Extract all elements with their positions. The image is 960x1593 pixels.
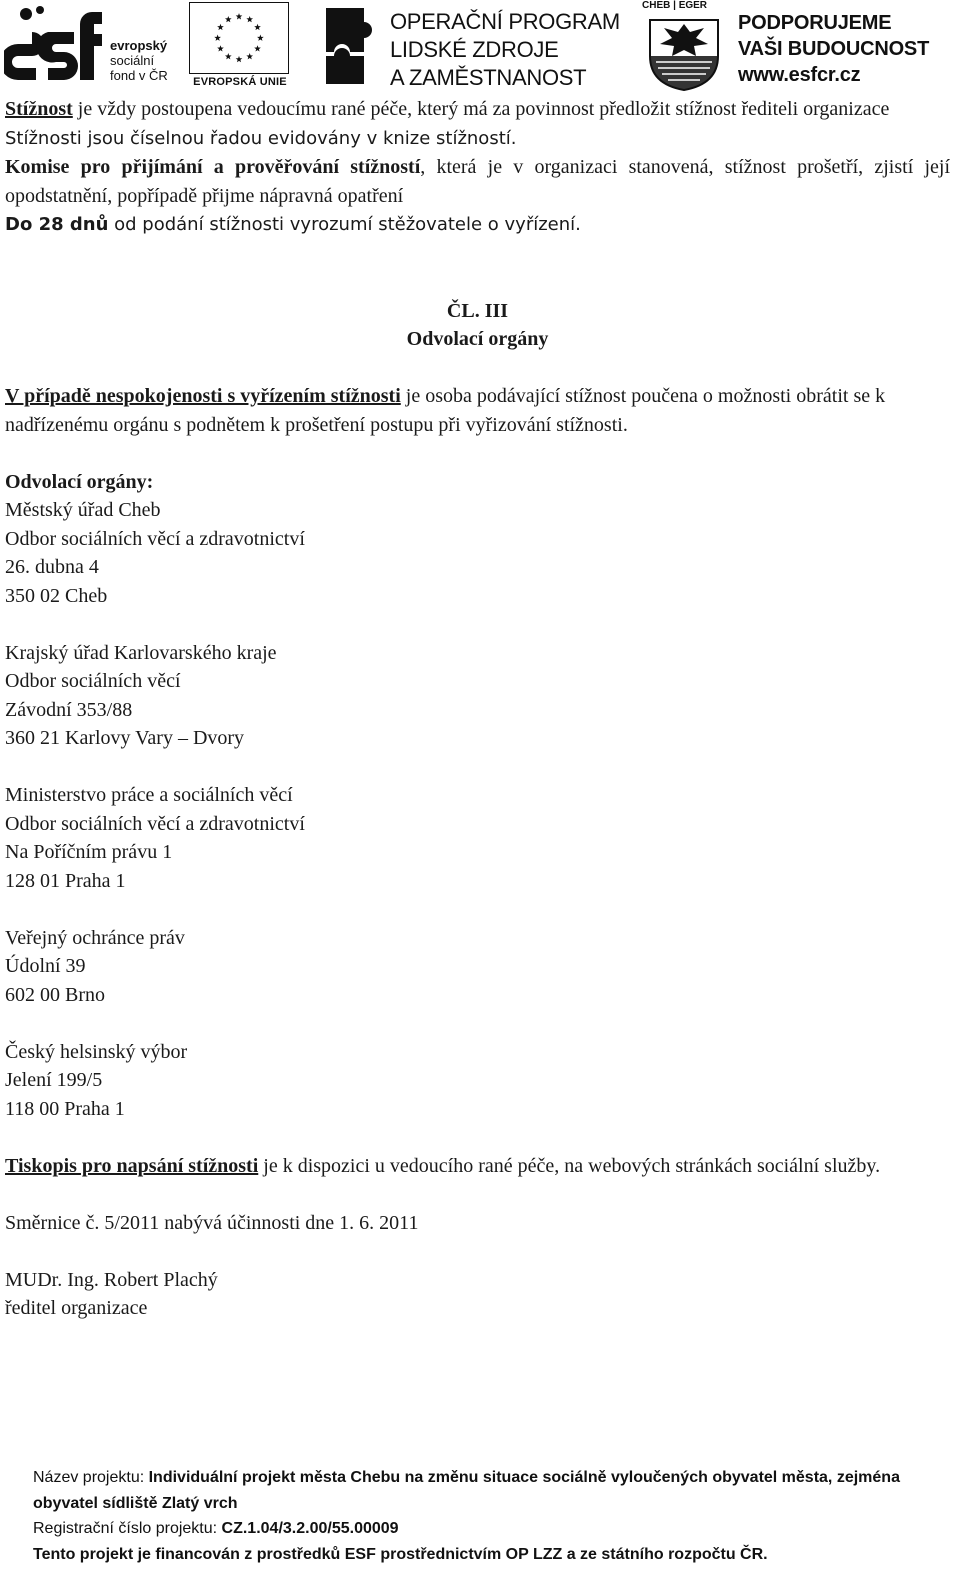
signatory-name: MUDr. Ing. Robert Plachý — [5, 1268, 218, 1291]
appeal-body-line: 602 00 Brno — [5, 983, 105, 1006]
article-number: ČL. III — [446, 299, 509, 322]
appeal-body-2 — [5, 639, 950, 753]
op-line1: OPERAČNÍ PROGRAM — [390, 9, 620, 34]
commission-term: Komise pro přijímání a prověřování stížností — [5, 156, 421, 178]
cheb-label: CHEB | EGER — [642, 0, 708, 11]
esf-line2: sociální — [110, 53, 155, 68]
appeal-body-line: Ministerstvo práce a sociálních věcí — [5, 784, 293, 806]
eagle-crest-icon — [644, 14, 724, 92]
intro-p3-text: , která je v organizaci stanovená, stížnost prošetří, zjistí její opodstatnění, popřípadě přijme nápravná opatření — [5, 156, 950, 207]
form-term: Tiskopis pro napsání stížnosti — [5, 1154, 259, 1177]
footer-project-label: Název projektu: — [33, 1469, 149, 1486]
header-logos — [0, 0, 960, 95]
podp-line3: www.esfcr.cz — [738, 64, 861, 86]
esf-mark-icon — [4, 2, 104, 90]
op-line3: A ZAMĚSTNANOST — [390, 65, 587, 90]
footer-funding: Tento projekt je financován z prostředků ESF prostřednictvím OP LZZ a ze státního rozpočtu ČR. — [33, 1545, 768, 1563]
op-logo — [322, 4, 652, 92]
esf-text — [110, 38, 168, 83]
form-note-text: je k dispozici u vedoucího rané péče, na webových stránkách sociální služby. — [258, 1154, 881, 1177]
appeal-body-line: Odbor sociálních věcí — [5, 670, 181, 692]
appeal-body-line: Veřejný ochránce práv — [5, 926, 185, 949]
appeal-body-line: Na Poříčním právu 1 — [5, 841, 173, 863]
esf-line3: fond v ČR — [110, 68, 168, 83]
appeal-body-1 — [5, 496, 950, 610]
podp-line1: PODPORUJEME — [738, 12, 892, 34]
appeal-text: je osoba podávající stížnost poučena o možnosti obrátit se k nadřízenému orgánu s podnětem k prošetření postupu při vyřizování stížnosti. — [5, 385, 886, 436]
appeal-body-4 — [5, 924, 950, 1010]
appeal-body-line: 350 02 Cheb — [5, 584, 108, 607]
form-note-paragraph — [5, 1152, 950, 1181]
eu-flag-icon — [189, 2, 289, 74]
podporujeme-text — [738, 10, 929, 88]
appeal-body-line: Krajský úřad Karlovarského kraje — [5, 641, 277, 664]
appeal-body-line: Městský úřad Cheb — [5, 499, 161, 521]
intro-paragraph-4 — [5, 210, 950, 240]
appeal-bodies-heading: Odvolací orgány: — [5, 470, 154, 493]
document-body — [5, 95, 950, 1323]
appeal-body-line: Odbor sociálních věcí a zdravotnictví — [5, 527, 305, 550]
footer-project-name: Individuální projekt města Chebu na změnu situace sociálně vyloučených obyvatel města, zejména obyvatel sídliště Zlatý vrch — [33, 1469, 900, 1512]
intro-paragraph-1 — [5, 95, 950, 124]
footer-reg-number: CZ.1.04/3.2.00/55.00009 — [221, 1520, 399, 1537]
appeal-body-line: 118 00 Praha 1 — [5, 1097, 125, 1120]
footer-registration — [33, 1516, 953, 1542]
dissatisfaction-term: V případě nespokojenosti s vyřízením stížnosti — [5, 385, 401, 407]
appeal-body-line: Údolní 39 — [5, 955, 86, 977]
eu-label: EVROPSKÁ UNIE — [193, 76, 287, 88]
intro-paragraph-3 — [5, 153, 950, 210]
esf-line1: evropský — [110, 38, 168, 53]
complaint-term: Stížnost — [5, 98, 73, 120]
appeal-body-line: Český helsinský výbor — [5, 1040, 188, 1063]
cheb-logo — [640, 0, 960, 95]
podp-line2: VAŠI BUDOUCNOST — [738, 38, 930, 60]
intro-p2-text: Stížnosti jsou číselnou řadou evidovány v knize stížností. — [5, 127, 517, 149]
appeal-body-line: 128 01 Praha 1 — [5, 869, 126, 892]
intro-p4-text: od podání stížnosti vyrozumí stěžovatele o vyřízení. — [108, 214, 581, 235]
signatory-role: ředitel organizace — [5, 1297, 148, 1319]
footer-project — [33, 1465, 953, 1516]
eu-logo — [185, 2, 295, 92]
footer-reg-label: Registrační číslo projektu: — [33, 1520, 222, 1537]
appeal-body-5 — [5, 1038, 950, 1124]
intro-p1-text: je vždy postoupena vedoucímu rané péče, který má za povinnost předložit stížnost řediteli organizace — [72, 98, 890, 120]
puzzle-piece-icon — [322, 4, 382, 88]
directive-effective-date: Směrnice č. 5/2011 nabývá účinnosti dne 1. 6. 2011 — [5, 1211, 419, 1234]
esf-logo — [0, 0, 185, 95]
appeal-body-line: Odbor sociálních věcí a zdravotnictví — [5, 812, 305, 835]
appeal-body-3 — [5, 781, 950, 895]
appeal-body-line: 26. dubna 4 — [5, 556, 99, 578]
article-title: Odvolací orgány — [406, 328, 549, 350]
deadline-term: Do 28 dnů — [5, 214, 109, 235]
op-line2: LIDSKÉ ZDROJE — [390, 37, 559, 62]
appeal-body-line: Závodní 353/88 — [5, 698, 133, 721]
appeal-paragraph — [5, 382, 950, 439]
intro-paragraph-2 — [5, 124, 950, 154]
appeal-body-line: Jelení 199/5 — [5, 1069, 103, 1091]
project-footer — [33, 1465, 953, 1567]
appeal-body-line: 360 21 Karlovy Vary – Dvory — [5, 727, 245, 749]
op-text — [390, 8, 620, 92]
